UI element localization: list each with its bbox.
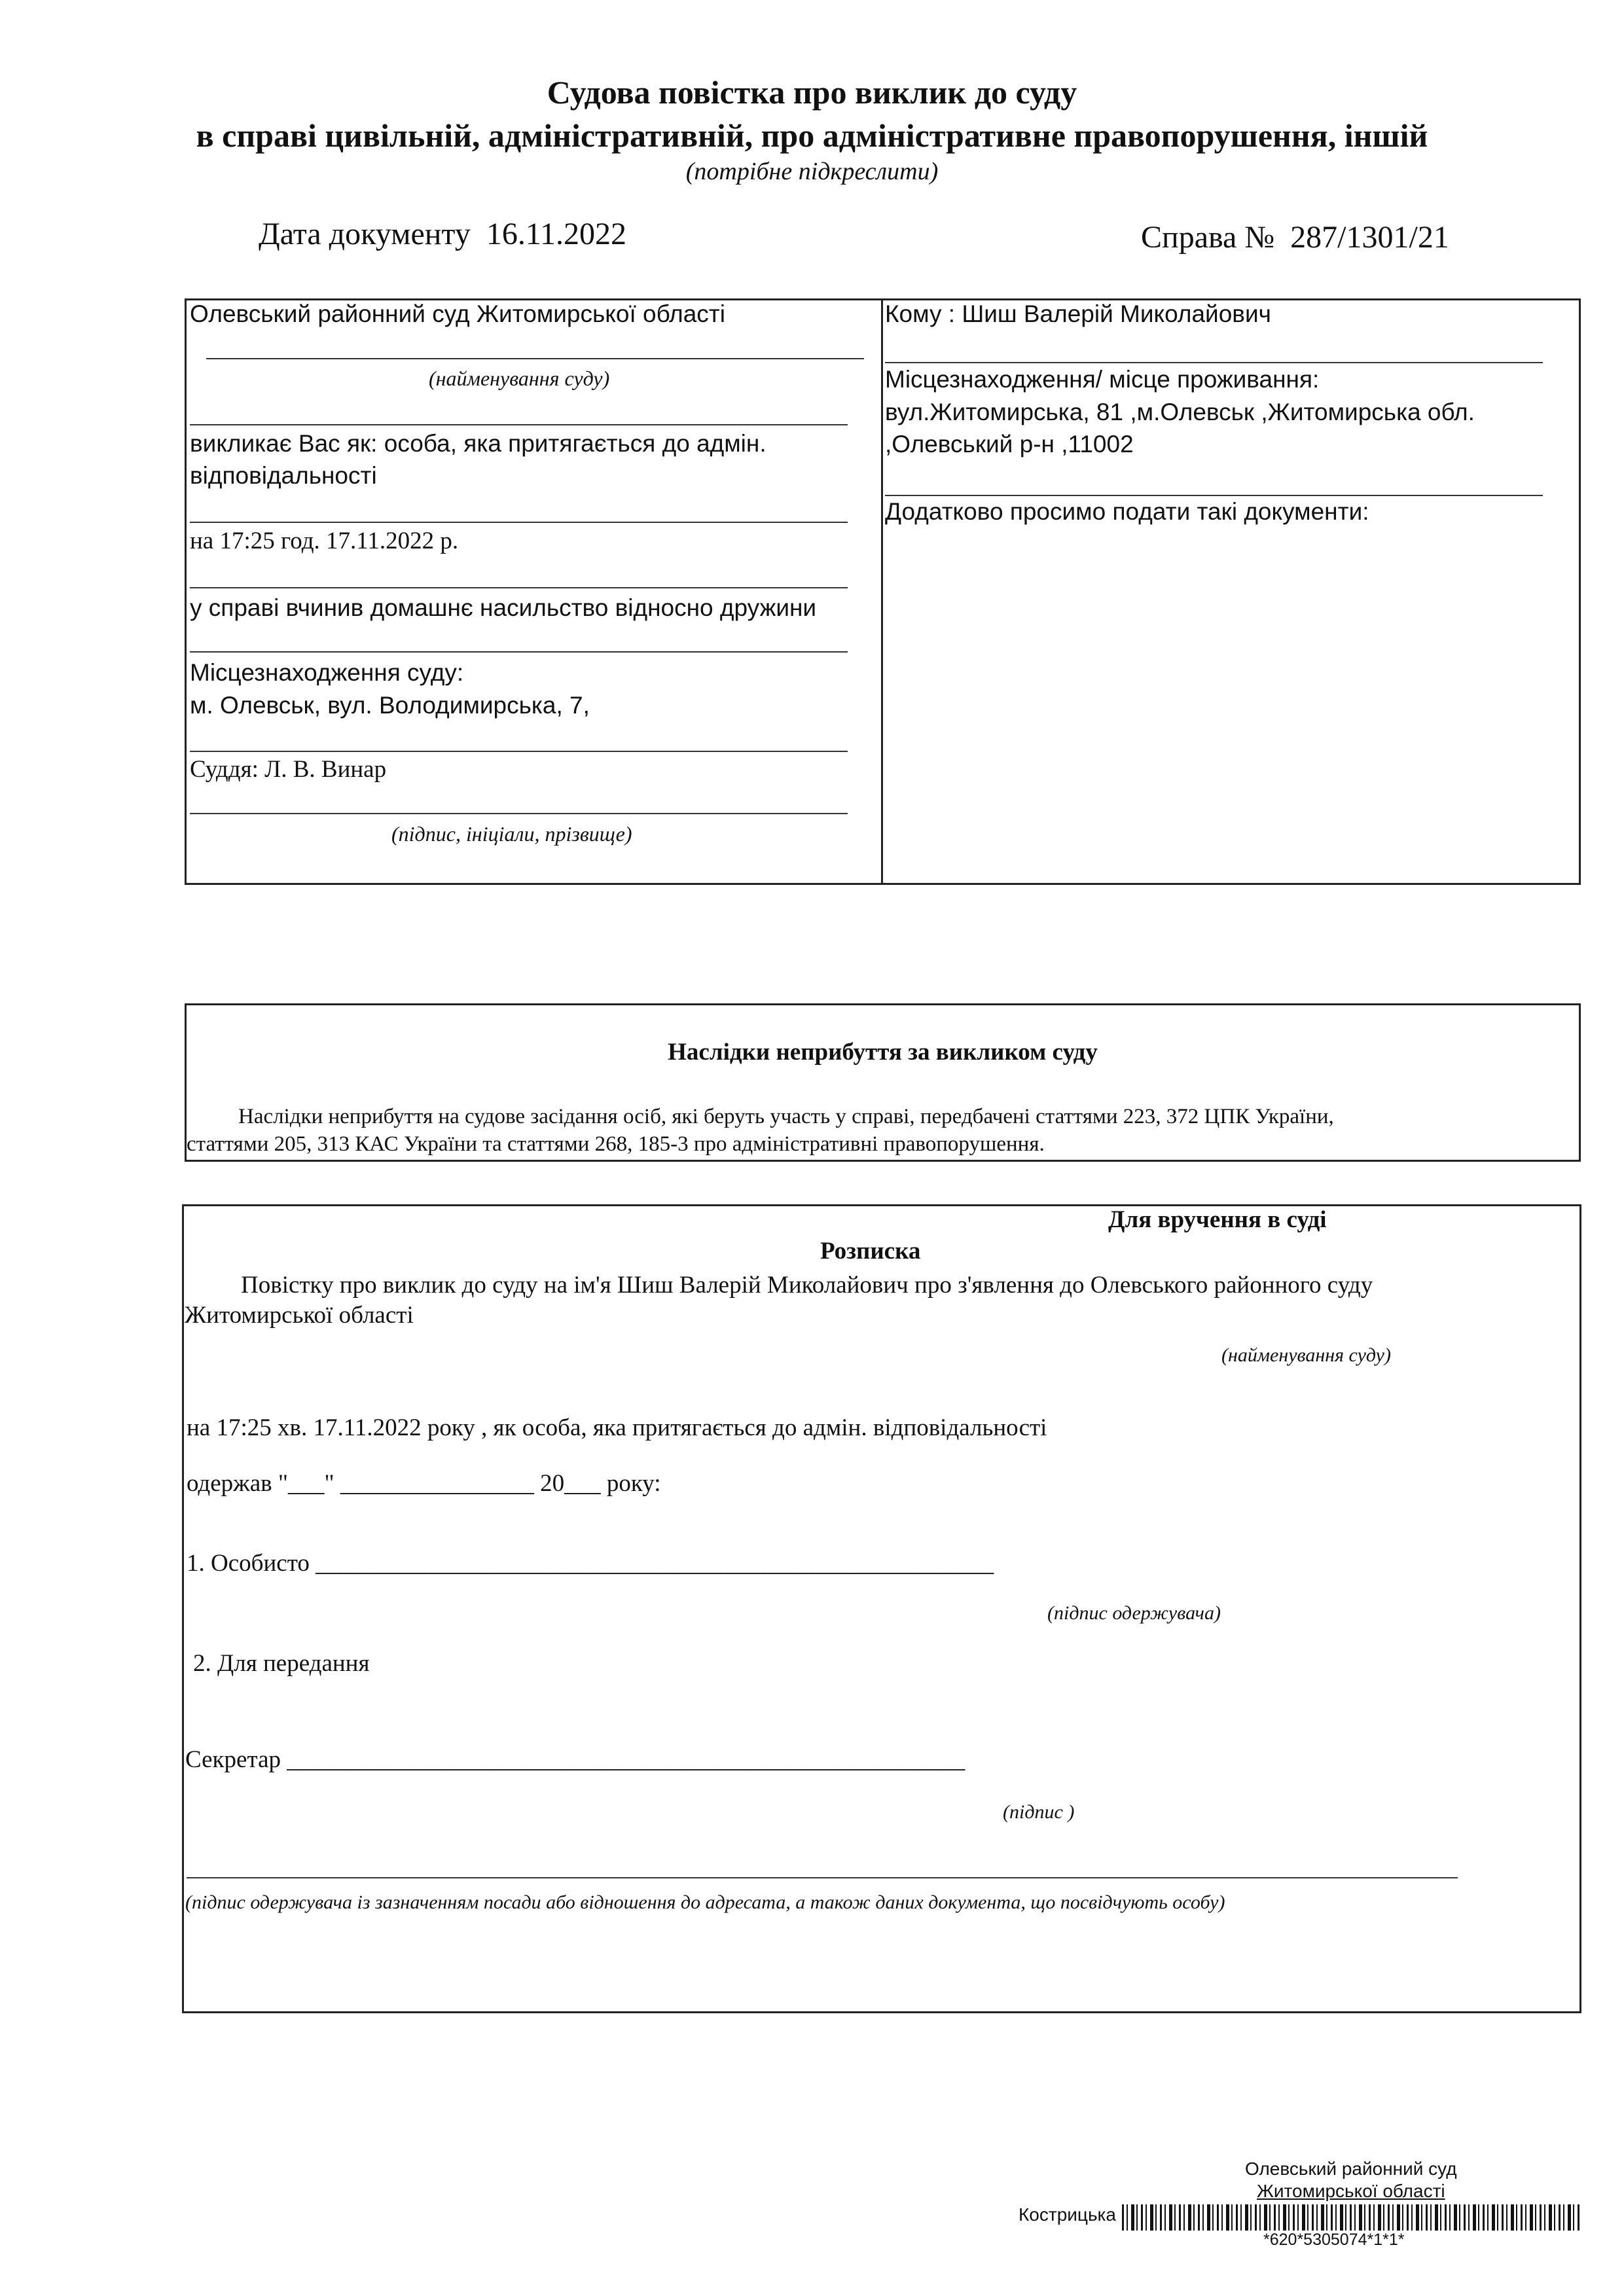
address-label: Місцезнаходження/ місце проживання: xyxy=(885,366,1320,393)
judge-caption: (підпис, ініціали, прізвище) xyxy=(391,822,632,846)
consequences-line2: статтями 205, 313 КАС України та статтями 268, 185-3 про адміністративні правопорушення. xyxy=(187,1132,1045,1156)
underline-note: (потрібне підкреслити) xyxy=(685,158,939,185)
location-line xyxy=(190,751,848,752)
stamp-court-line2: Житомирської області xyxy=(1257,2181,1445,2201)
consequences-line1: Наслідки неприбуття на судове засідання осіб, які беруть участь у справі, передбачені статтями 223, 372 ЦПК України, xyxy=(238,1105,1334,1128)
case-value: 287/1301/21 xyxy=(1290,220,1449,255)
case-number xyxy=(1141,219,1449,255)
transfer-label: 2. Для передання xyxy=(193,1650,370,1677)
stamp-name: Кострицька xyxy=(1019,2204,1116,2225)
barcode-text: *620*5305074*1*1* xyxy=(1263,2231,1405,2249)
received-date: одержав "___" ________________ 20___ року: xyxy=(187,1470,661,1497)
case-label: Справа № xyxy=(1141,220,1275,255)
case-desc-line xyxy=(190,651,848,653)
address-line1: вул.Житомирська, 81 ,м.Олевськ ,Житомирська обл. xyxy=(885,399,1475,425)
document-date xyxy=(259,216,626,252)
court-caption: (найменування суду) xyxy=(429,367,610,390)
summons-role-line1: викликає Вас як: особа, яка притягається до адмін. xyxy=(190,430,767,457)
recipient-signature-caption: (підпис одержувача із зазначенням посади або відношення до адресата, а також даних документа, що посвідчують особу) xyxy=(185,1892,1225,1913)
receipt-line1: Повістку про виклик до суду на ім'я Шиш Валерій Миколайович про з'явлення до Олевського районного суду xyxy=(241,1272,1373,1299)
court-location-label: Місцезнаходження суду: xyxy=(190,659,464,686)
barcode xyxy=(1122,2204,1580,2231)
receipt-title: Розписка xyxy=(820,1238,921,1265)
date-label: Дата документу xyxy=(259,217,471,251)
court-location-value: м. Олевськ, вул. Володимирська, 7, xyxy=(190,692,590,719)
document-title: Судова повістка про виклик до суду xyxy=(547,74,1077,111)
court-line xyxy=(206,358,864,359)
caption-line xyxy=(190,424,848,425)
summons-role-line2: відповідальності xyxy=(190,462,377,489)
consequences-title: Наслідки неприбуття за викликом суду xyxy=(668,1039,1098,1066)
judge: Суддя: Л. В. Винар xyxy=(190,756,387,783)
secretary-signature: Секретар ________________________________________________________ xyxy=(185,1746,965,1773)
recipient-signature-line xyxy=(187,1877,1458,1878)
time-line xyxy=(190,587,848,588)
judge-line xyxy=(190,813,848,814)
receipt-court-caption: (найменування суду) xyxy=(1221,1344,1391,1366)
for-court-label: Для вручення в суді xyxy=(1108,1206,1327,1233)
court-name: Олевський районний суд Житомирської області xyxy=(190,300,725,327)
address-line2: ,Олевський р-н ,11002 xyxy=(885,431,1134,457)
additional-docs: Додатково просимо подати такі документи: xyxy=(885,498,1369,525)
personal-caption: (підпис одержувача) xyxy=(1047,1602,1221,1624)
hearing-time: на 17:25 год. 17.11.2022 р. xyxy=(190,528,459,554)
document-subtitle: в справі цивільній, адміністративній, про адміністративне правопорушення, іншій xyxy=(196,117,1428,154)
recipient-line xyxy=(885,362,1543,363)
stamp-court-line1: Олевський районний суд xyxy=(1245,2159,1457,2179)
date-value: 16.11.2022 xyxy=(486,217,627,251)
recipient: Кому : Шиш Валерій Миколайович xyxy=(885,300,1271,327)
column-divider xyxy=(881,298,883,885)
secretary-caption: (підпис ) xyxy=(1003,1801,1075,1823)
case-description: у справі вчинив домашнє насильство відносно дружини xyxy=(190,594,817,621)
receipt-line2: Житомирської області xyxy=(185,1302,414,1329)
receipt-time: на 17:25 хв. 17.11.2022 року , як особа, яка притягається до адмін. відповідальності xyxy=(187,1414,1047,1441)
personal-signature: 1. Особисто ________________________________________________________ xyxy=(187,1550,994,1577)
role-line xyxy=(190,522,848,523)
